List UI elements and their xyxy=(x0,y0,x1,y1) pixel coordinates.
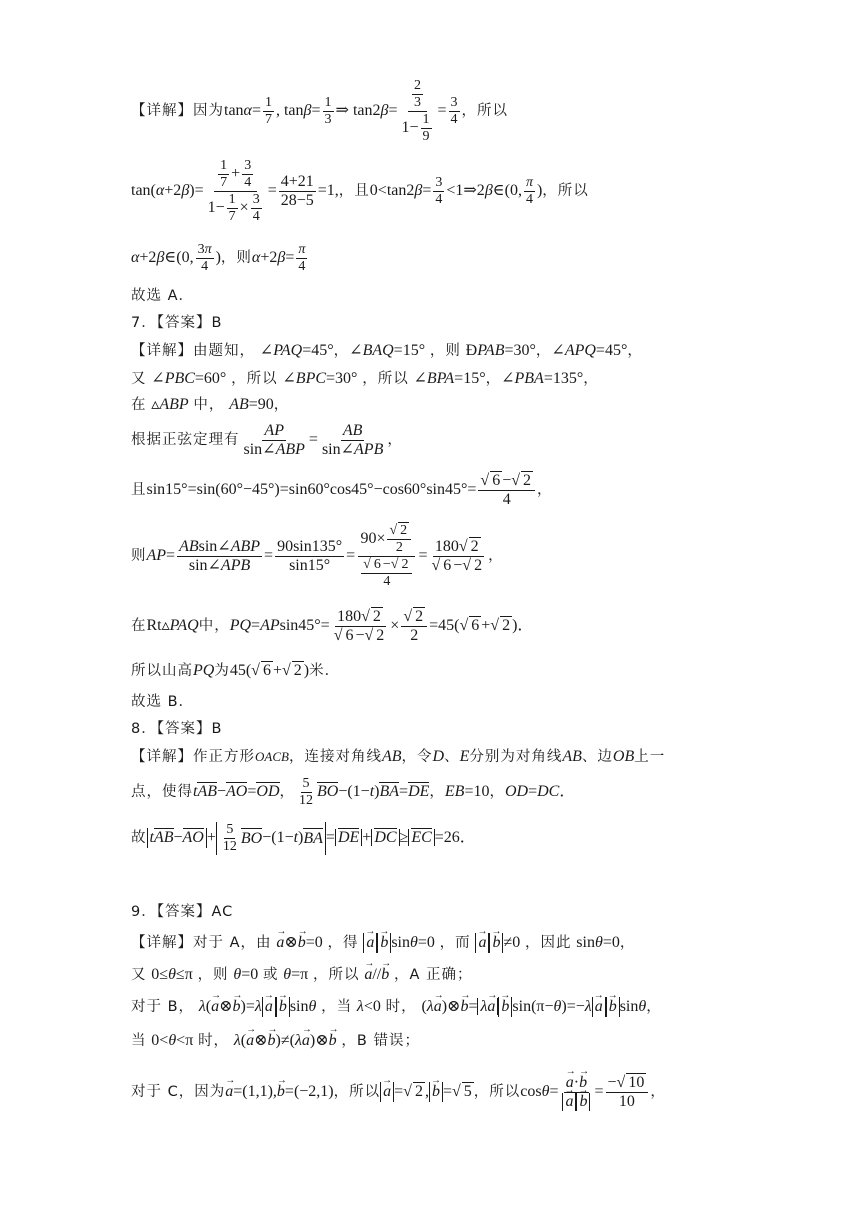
q9-line-3: 对于 B， λ(→ a⊗→ b)=λ→ a→ b sinθ ，当 λ<0 时， (λ→ a)⊗→ b= λ→ a→ b sin(π−θ)=−λ→ a→ b sinθ， xyxy=(131,996,740,1017)
text: 在 xyxy=(131,618,147,634)
q7-line-7: 在 Rt▵PAQ 中， PQ=APsin45°= $\frac{180√ 2}{√ 6 -√ 2}$ × $\frac{√ 2}{2}$ =45(√ 6 +√ 2 )． xyxy=(131,607,534,644)
q7-line-6: 则 AP= $\frac{\text{ABsin∠ABP}}{\text{sin∠APB}}$ = $\frac{90\sin 135^\circ}{\sin 15^\circ}$ = 90× $\frac{√ 2}{2}$ $\frac{√ 6 -√ 2}{4}$ = $\frac{180√ 2}{√ 6 -√ 2}$ ， xyxy=(131,522,504,589)
text: 【详解】对于 A，由 xyxy=(131,935,272,951)
text: ，当 xyxy=(321,999,353,1015)
q8-answer: 8．【答案】B xyxy=(131,721,223,737)
text: ，A 正确； xyxy=(394,967,473,983)
text: 上一 xyxy=(634,749,666,765)
text: ，所以 xyxy=(313,967,360,983)
q9-line-5: 对于 C，因为 → a=(1,1),→ b=(−2,1) ，所以 → a =√ 2 ,→ b =√ 5 ，所以 cosθ= → a·→ b → a→ b = $\frac{-√ 10}{10}$ ， xyxy=(131,1068,740,1116)
text: ，所以 xyxy=(461,103,509,119)
q7-line-5: 且 sin15°=sin(60°−45°)=sin60°cos45°−cos60°sin45°= $\frac{√ 6 -√ 2}{4}$ ， xyxy=(131,471,553,508)
text: ，所以 xyxy=(542,183,589,199)
text: 【详解】因为 xyxy=(131,103,224,119)
text: ，所以 xyxy=(362,371,409,387)
q8-line-1: 【详解】作正方形OACB，连接对角线AB，令D、E分别为对角线AB、边OB上一 xyxy=(131,748,666,765)
q7-line-9: 故选 B． xyxy=(131,694,195,710)
text: ，且 xyxy=(338,183,370,199)
text: ，则 xyxy=(197,967,229,983)
line-2: tan(α+2β)= $\frac{1}{7}$ + $\frac{3}{4}$ 1− $\frac{1}{7}$ × $\frac{3}{4}$ = $\frac{4+21}{28-5}$ =1, ，且 0<tan2β= $\frac{3}{4}$ <1⇒2β∈(0, $\frac{\pi}{4}$ ) ，所以 xyxy=(131,157,589,224)
line-4: 故选 A． xyxy=(131,288,195,304)
text: ，连接对角线 xyxy=(288,749,382,765)
text: 、边 xyxy=(581,749,613,765)
text: ，令 xyxy=(401,749,433,765)
text: ，则 xyxy=(429,343,461,359)
text: 对于 C，因为 xyxy=(131,1084,226,1100)
text: 所以山高 xyxy=(131,663,193,679)
q9-line-2: 又 0≤θ≤π ，则 θ=0 或 θ=π ，所以 → a//→ b ，A 正确； xyxy=(131,964,740,985)
text: 时， xyxy=(385,999,417,1015)
text: 米． xyxy=(309,663,341,679)
text: 在 xyxy=(131,397,147,413)
q7-line-3: 在 ▵ABP 中， AB=90， xyxy=(131,396,290,413)
text: ，所以 xyxy=(333,1084,381,1100)
text: 为 xyxy=(214,663,230,679)
q7-line-2: 又 ∠PBC=60° ，所以 ∠BPC=30° ，所以 ∠BPA=15°，∠PBA=135°， xyxy=(131,370,599,387)
text: 【详解】由题知， xyxy=(131,343,255,359)
q7-line-4: 根据正弦定理有 $\frac{AP}{\text{sin∠ABP}}$ = $\frac{AB}{\text{sin∠APB}}$ ， xyxy=(131,421,403,458)
text: ，所以 xyxy=(473,1084,521,1100)
text: ，则 xyxy=(220,250,252,266)
text: 中， xyxy=(193,397,225,413)
line-1: 【详解】因为 tanα= $\frac{1}{7}$ , tanβ= $\frac{1}{3}$ ⇒ tan2β= $\frac{2}{3}$ 1− $\frac{1}{9}$ = $\frac{3}{4}$ ，所以 xyxy=(131,77,509,144)
text: ，B 错误； xyxy=(341,1033,420,1049)
text: 又 xyxy=(131,967,147,983)
text: 中， xyxy=(198,618,230,634)
line-3: α+2β∈(0, $\frac{3\pi}{4}$ ) ，则 α+2β= $\frac{\pi}{4}$ xyxy=(131,241,306,274)
q8-line-2: 点，使得 tAB−AO=OD ， $\frac{5}{12}$ BO−(1−t)BA=DE ， EB=10 ， OD=DC． xyxy=(131,775,576,808)
text: 分别为对角线 xyxy=(469,749,563,765)
text: 根据正弦定理有 xyxy=(131,432,240,448)
q9-line-1: 【详解】对于 A，由 → a⊗→ b=0 ，得 → a→ b sinθ=0 ，而 → a→ b ≠0 ，因此 sinθ=0， xyxy=(131,932,740,953)
text: 又 xyxy=(131,371,147,387)
text: ，而 xyxy=(439,935,471,951)
q9-answer: 9．【答案】AC xyxy=(131,904,234,920)
text: 则 xyxy=(131,548,147,564)
q7-line-1: 【详解】由题知， ∠PAQ=45°，∠BAQ=15° ，则 ÐPAB=30°，∠APQ=45°， xyxy=(131,342,643,359)
text: 当 xyxy=(131,1033,147,1049)
text: 或 xyxy=(263,967,279,983)
text: 对于 B， xyxy=(131,999,195,1015)
text: 【详解】作正方形 xyxy=(131,749,255,765)
text: ，因此 xyxy=(525,935,572,951)
text: ，得 xyxy=(327,935,359,951)
text: 时， xyxy=(198,1033,230,1049)
text: 且 xyxy=(131,482,147,498)
text: 故 xyxy=(131,830,147,846)
text: 点，使得 xyxy=(131,784,193,800)
q9-line-4: 当 0<θ<π 时， λ(→ a⊗→ b)≠(λ→ a)⊗→ b ，B 错误； xyxy=(131,1030,740,1051)
q7-answer: 7．【答案】B xyxy=(131,315,223,331)
q8-line-3: 故 tAB−AO + $\frac{5}{12}$ BO −(1− t ) BA = DE + DC ≥ EC =26． xyxy=(131,821,476,854)
text: ，所以 xyxy=(231,371,278,387)
q7-line-8: 所以山高PQ为45(√ 6 +√ 2 )米． xyxy=(131,662,341,679)
